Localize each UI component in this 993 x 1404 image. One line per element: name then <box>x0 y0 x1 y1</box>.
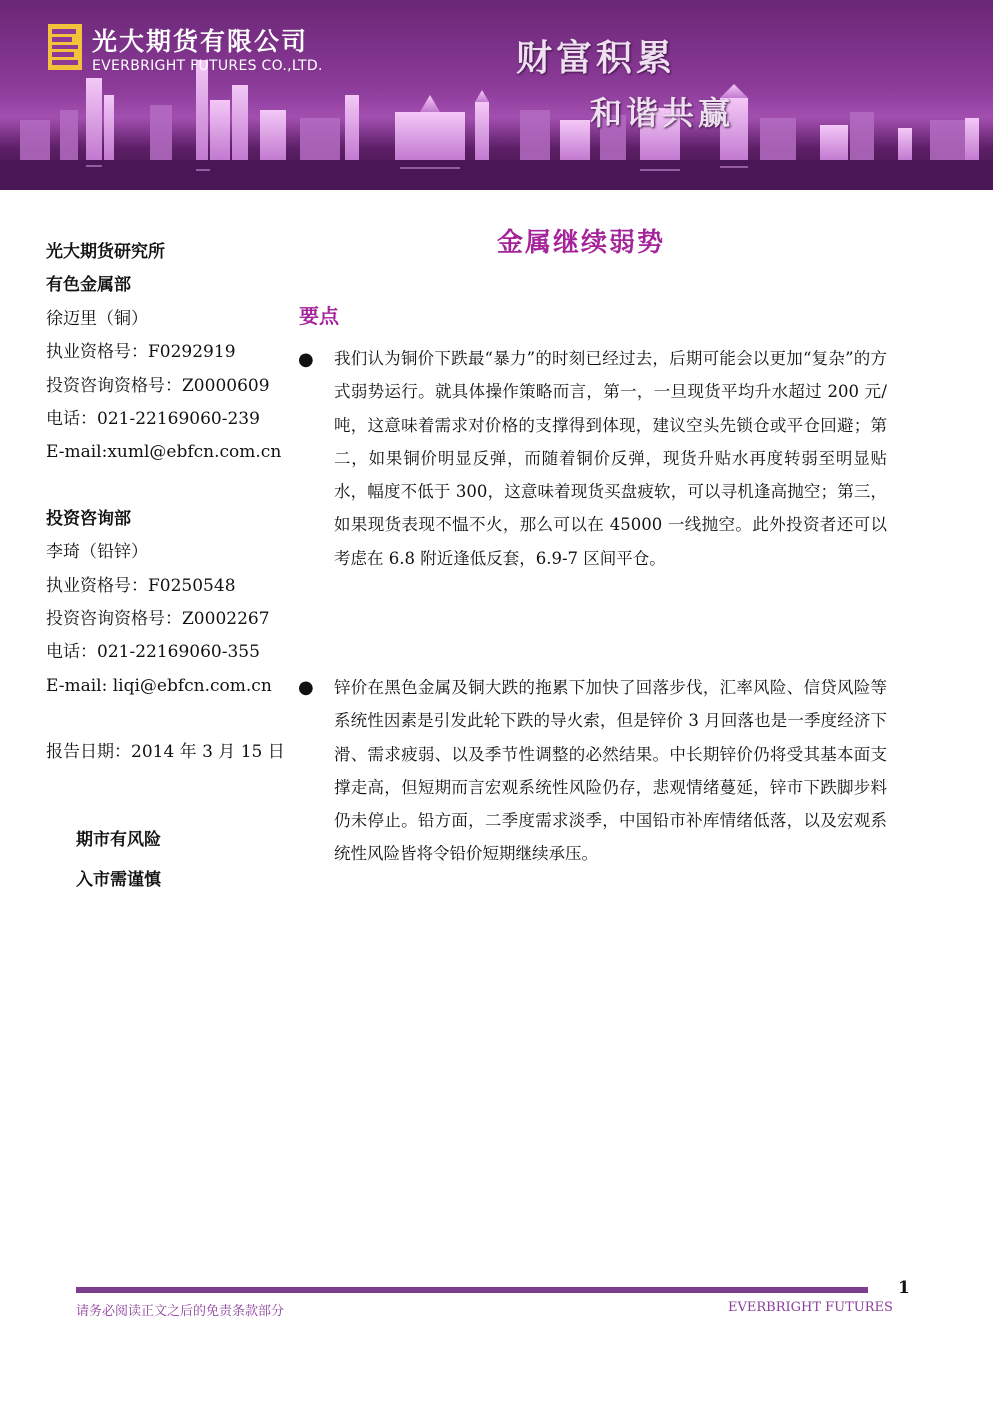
institute-name: 光大期货研究所 <box>46 242 165 262</box>
slogan-line-1: 财富积累 <box>516 38 677 79</box>
footer-divider <box>76 1287 868 1293</box>
phone-number: 电话：021-22169060-239 <box>46 408 260 429</box>
phone-number: 电话：021-22169060-355 <box>46 642 260 663</box>
consult-license-number: 投资咨询资格号：Z0002267 <box>46 608 270 629</box>
key-points-heading: 要点 <box>299 304 339 328</box>
slogan-line-2: 和谐共赢 <box>590 94 735 132</box>
risk-warning-line: 入市需谨慎 <box>76 870 161 890</box>
risk-warning <box>76 820 161 900</box>
bullet-icon: ● <box>298 349 314 370</box>
author-sidebar <box>46 236 296 769</box>
company-name-en: EVERBRIGHT FUTURES CO.,LTD. <box>92 58 323 74</box>
analyst-name: 徐迈里（铜） <box>46 308 148 329</box>
bullet-icon: ● <box>298 677 314 698</box>
key-point-paragraph: 锌价在黑色金属及铜大跌的拖累下加快了回落步伐，汇率风险、信贷风险等系统性因素是引发此轮下跌的导火索，但是锌价 3 月回落也是一季度经济下滑、需求疲弱、以及季节性调整的必然结果。中长期锌价仍将受其基本面支撑走高，但短期而言宏观系统性风险仍存，悲观情绪蔓延，锌市下跌脚步料仍未停止。铅方面，二季度需求淡季，中国铅市补库情绪低落，以及宏观系统性风险皆将令铅价短期继续承压。 <box>334 678 887 864</box>
email-address: E-mail:xuml@ebfcn.com.cn <box>46 442 282 463</box>
consult-license-number: 投资咨询资格号：Z0000609 <box>46 375 270 396</box>
dept-name: 有色金属部 <box>46 275 131 296</box>
license-number: 执业资格号：F0292919 <box>46 342 236 363</box>
dept-name: 投资咨询部 <box>46 508 131 529</box>
page-number: 1 <box>898 1278 910 1298</box>
disclaimer-note: 请务必阅读正文之后的免责条款部分 <box>76 1304 285 1319</box>
company-name-cn: 光大期货有限公司 <box>92 27 309 56</box>
report-date: 报告日期：2014 年 3 月 15 日 <box>46 742 285 763</box>
report-title: 金属继续弱势 <box>497 228 666 258</box>
key-point-paragraph: 我们认为铜价下跌最“暴力”的时刻已经过去，后期可能会以更加“复杂”的方式弱势运行。就具体操作策略而言，第一，一旦现货平均升水超过 200 元/吨，这意味着需求对价格的支撑得到体现，建议空头先锁仓或平仓回避；第二，如果铜价明显反弹，而随着铜价反弹，现货升贴水再度转弱至明显贴水，幅度不低于 300，这意味着现货买盘疲软，可以寻机逢高抛空；第三，如果现货表现不愠不火，那么可以在 45000 一线抛空。此外投资者还可以考虑在 6.8 附近逢低反套，6.9-7 区间平仓。 <box>334 349 887 568</box>
email-address: E-mail: liqi@ebfcn.com.cn <box>46 675 272 696</box>
license-number: 执业资格号：F0250548 <box>46 575 236 596</box>
risk-warning-line: 期市有风险 <box>76 830 161 850</box>
analyst-name: 李琦（铅锌） <box>46 542 148 563</box>
everbright-logo-icon <box>48 24 82 70</box>
header-banner <box>0 0 993 190</box>
footer-brand: EVERBRIGHT FUTURES <box>728 1300 893 1315</box>
